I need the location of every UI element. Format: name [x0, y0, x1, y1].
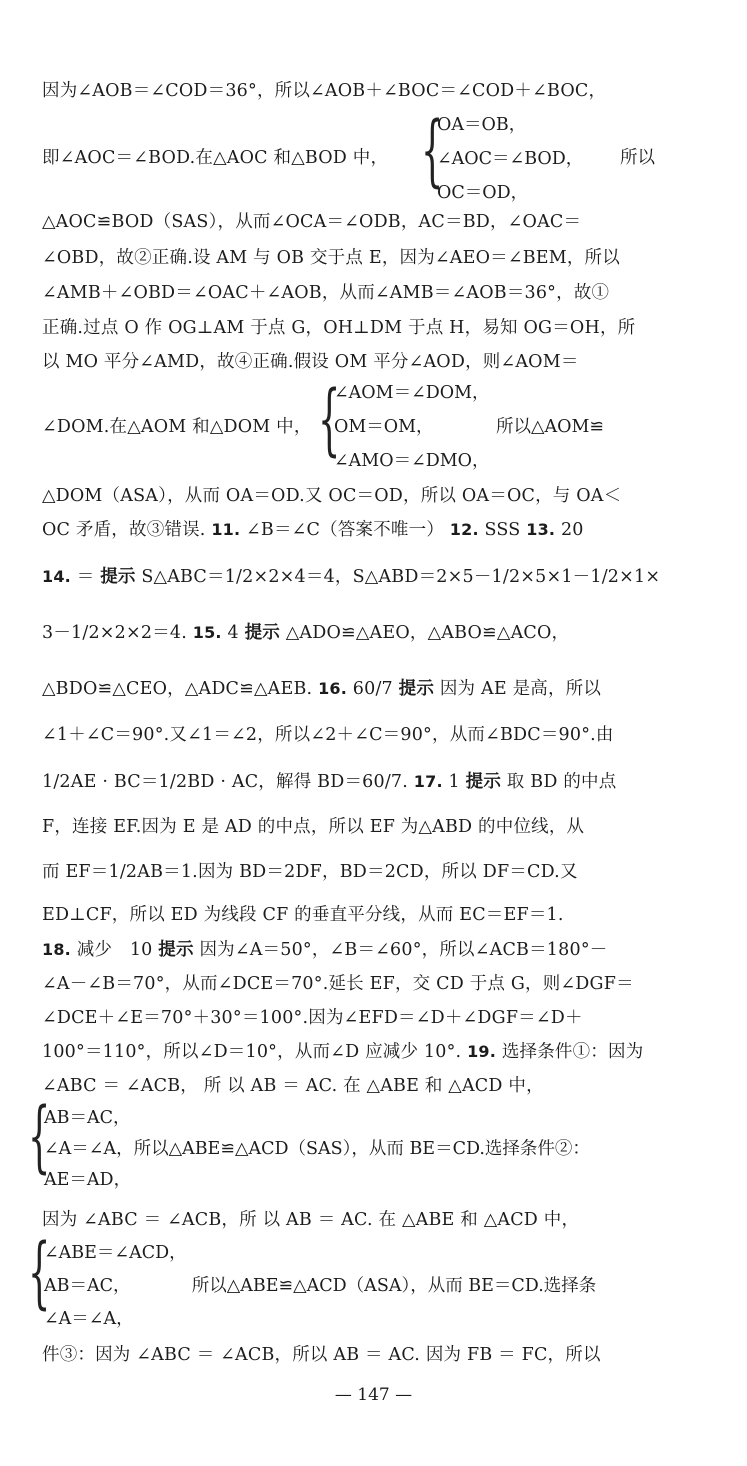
question-number: 15.: [192, 623, 222, 642]
system-row: ∠AMO＝∠DMO，: [334, 451, 490, 471]
system-row: OA＝OB，: [437, 115, 527, 135]
hint-label: 提示: [398, 679, 435, 699]
equation-system: [334, 381, 490, 473]
system-row: OM＝OM，: [334, 417, 434, 437]
text-segment: △BDO≌△CEO，△ADC≌△AEB.: [42, 679, 313, 699]
brace-symbol: {: [318, 375, 341, 465]
answer-text: ∠B＝∠C（答案不唯一）: [246, 520, 445, 540]
system-row: ∠A＝∠A，: [44, 1309, 134, 1329]
hint-label: 提示: [158, 940, 194, 960]
text-line: ∠A－∠B＝70°，从而∠DCE＝70°.延长 EF，交 CD 于点 G，则∠DGF＝: [42, 974, 634, 994]
question-number: 16.: [318, 679, 348, 698]
page-number: — 147 —: [334, 1385, 413, 1405]
system-row: AB＝AC， 所以△ABE≌△ACD（ASA），从而 BE＝CD.选择条: [44, 1276, 597, 1296]
text-line: 因为∠AOB＝∠COD＝36°，所以∠AOB＋∠BOC＝∠COD＋∠BOC，: [42, 81, 607, 101]
hint-label: 提示: [465, 772, 502, 792]
text-line: ∠ABC ＝ ∠ACB， 所 以 AB ＝ AC. 在 △ABE 和 △ACD 中，: [42, 1076, 544, 1096]
system-row: ∠AOC＝∠BOD，: [437, 149, 584, 169]
text-segment: 所以: [620, 148, 655, 168]
text-line: [42, 677, 707, 701]
brace-symbol: {: [28, 1092, 51, 1182]
text-line: ∠DCE＋∠E＝70°＋30°＝100°.因为∠EFD＝∠D＋∠DGF＝∠D＋: [42, 1008, 583, 1028]
answer-text: 1: [448, 772, 460, 792]
text-line: [42, 938, 707, 962]
text-segment: 3－1/2×2×2＝4.: [42, 623, 187, 643]
question-number: 17.: [413, 772, 443, 791]
equation-system: [44, 1106, 590, 1192]
brace-symbol: {: [28, 1228, 51, 1318]
text-line: ∠OBD，故②正确.设 AM 与 OB 交于点 E，因为∠AEO＝∠BEM，所以: [42, 248, 620, 268]
system-row: ∠A＝∠A，所以△ABE≌△ACD（SAS），从而 BE＝CD.选择条件②：: [44, 1139, 590, 1159]
text-segment: 100°＝110°，所以∠D＝10°，从而∠D 应减少 10°.: [42, 1042, 462, 1062]
text-line: [42, 146, 707, 170]
text-segment: 所以△AOM≌: [496, 417, 605, 437]
system-row: ∠AOM＝∠DOM，: [334, 383, 490, 403]
answer-text: ＝: [76, 567, 95, 587]
question-number: 18.: [42, 940, 71, 959]
text-segment: OC 矛盾，故③错误.: [42, 520, 206, 540]
answer-text: SSS: [484, 520, 521, 540]
text-segment: 取 BD 的中点: [506, 772, 617, 792]
text-line: 正确.过点 O 作 OG⊥AM 于点 G，OH⊥DM 于点 H，易知 OG＝OH，所: [42, 318, 636, 338]
text-line: 而 EF＝1/2AB＝1.因为 BD＝2DF，BD＝2CD，所以 DF＝CD.又: [42, 862, 578, 882]
answer-text: 60/7: [352, 679, 393, 699]
text-line: △DOM（ASA），从而 OA＝OD.又 OC＝OD，所以 OA＝OC，与 OA＜: [42, 486, 622, 506]
text-line: [42, 770, 707, 794]
system-row: AE＝AD，: [44, 1170, 132, 1190]
text-line: 件③：因为 ∠ABC ＝ ∠ACB，所以 AB ＝ AC. 因为 FB ＝ FC，所以: [42, 1345, 601, 1365]
text-line: F，连接 EF.因为 E 是 AD 的中点，所以 EF 为△ABD 的中位线，从: [42, 817, 585, 837]
text-segment: 1/2AE · BC＝1/2BD · AC，解得 BD＝60/7.: [42, 772, 409, 792]
answer-text: 减少 10: [76, 940, 153, 960]
hint-label: 提示: [100, 567, 136, 587]
text-line: [42, 1040, 707, 1064]
text-line: 因为 ∠ABC ＝ ∠ACB，所 以 AB ＝ AC. 在 △ABE 和 △ACD 中，: [42, 1210, 580, 1230]
text-segment: 因为∠A＝50°，∠B＝∠60°，所以∠ACB＝180°－: [199, 940, 608, 960]
question-number: 11.: [211, 520, 241, 539]
answer-text: 20: [560, 520, 584, 540]
text-segment: S△ABC＝1/2×2×4＝4，S△ABD＝2×5－1/2×5×1－1/2×1×: [141, 567, 661, 587]
text-line: [42, 518, 707, 542]
question-number: 12.: [449, 520, 479, 539]
system-row: AB＝AC，: [44, 1108, 131, 1128]
text-line: [42, 565, 707, 589]
equation-system: [437, 113, 583, 205]
question-number: 14.: [42, 567, 71, 586]
text-segment: 因为 AE 是高，所以: [439, 679, 602, 699]
text-line: ∠AMB＋∠OBD＝∠OAC＋∠AOB，从而∠AMB＝∠AOB＝36°，故①: [42, 283, 610, 303]
question-number: 13.: [526, 520, 556, 539]
text-line: [42, 621, 707, 645]
text-segment: 即∠AOC＝∠BOD.在△AOC 和△BOD 中，: [42, 148, 389, 168]
text-line: ED⊥CF，所以 ED 为线段 CF 的垂直平分线，从而 EC＝EF＝1.: [42, 905, 564, 925]
text-line: 以 MO 平分∠AMD，故④正确.假设 OM 平分∠AOD，则∠AOM＝: [42, 352, 579, 372]
equation-system: [44, 1241, 596, 1331]
system-row: ∠ABE＝∠ACD，: [44, 1243, 187, 1263]
hint-label: 提示: [244, 623, 280, 643]
answer-text: 4: [227, 623, 239, 643]
brace-symbol: {: [421, 106, 444, 196]
text-segment: 选择条件①：因为: [501, 1042, 644, 1062]
text-line: △AOC≌BOD（SAS），从而∠OCA＝∠ODB，AC＝BD，∠OAC＝: [42, 212, 582, 232]
text-line: ∠1＋∠C＝90°.又∠1＝∠2，所以∠2＋∠C＝90°，从而∠BDC＝90°.由: [42, 725, 614, 745]
text-segment: △ADO≌△AEO，△ABO≌△ACO，: [285, 623, 570, 643]
system-row: OC＝OD，: [437, 183, 529, 203]
question-number: 19.: [467, 1042, 497, 1061]
text-segment: ∠DOM.在△AOM 和△DOM 中，: [42, 417, 312, 437]
